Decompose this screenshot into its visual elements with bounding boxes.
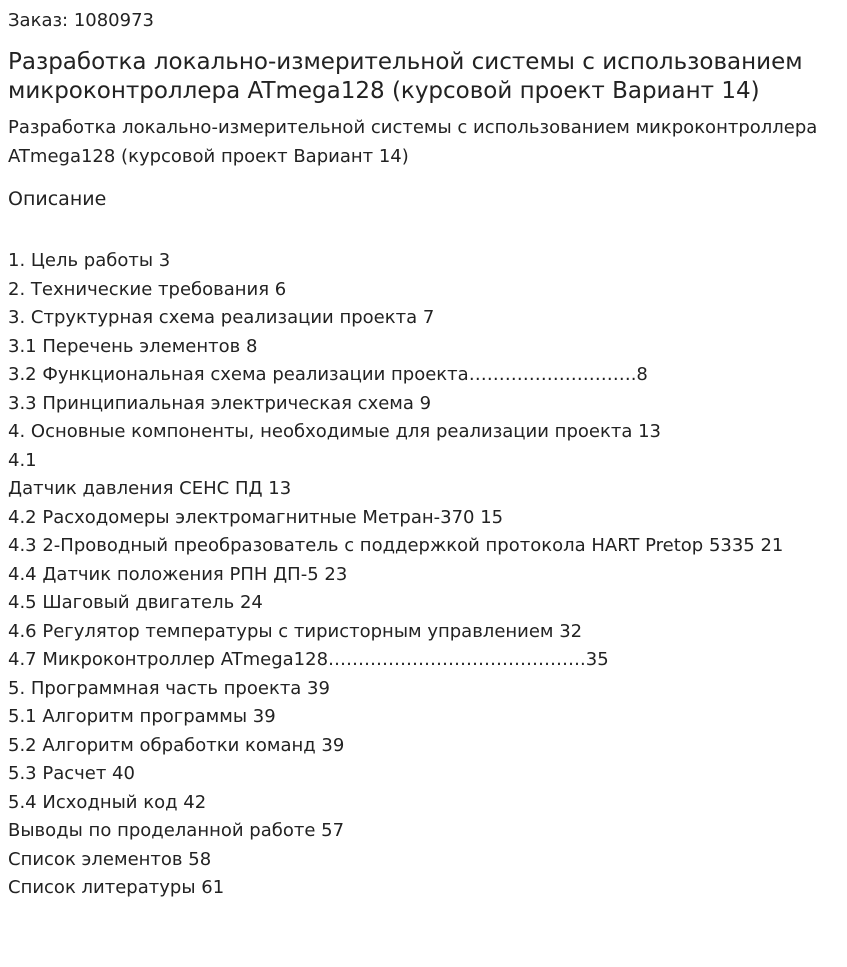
description-heading: Описание <box>8 188 107 210</box>
toc-item: 4.2 Расходомеры электромагнитные Метран-370 15 <box>8 506 504 528</box>
toc-item: Выводы по проделанной работе 57 <box>8 820 345 841</box>
order-number: Заказ: 1080973 <box>8 10 154 31</box>
toc-item: 4.1 <box>8 449 37 471</box>
page-title: Разработка локально-измерительной системы с использованием микроконтроллера ATmega128 (курсовой проект Вариант 14) <box>8 49 803 104</box>
toc-item: 3.1 Перечень элементов 8 <box>8 335 258 357</box>
toc-item: 1. Цель работы 3 <box>8 250 171 271</box>
toc-item: 5. Программная часть проекта 39 <box>8 677 330 699</box>
toc-item: 5.3 Расчет 40 <box>8 763 135 784</box>
toc-item: 4.5 Шаговый двигатель 24 <box>8 592 263 613</box>
toc-item: Список литературы 61 <box>8 877 225 898</box>
toc-item: 3.3 Принципиальная электрическая схема 9 <box>8 392 432 414</box>
toc-item: 3.2 Функциональная схема реализации проекта……………………….8 <box>8 364 648 385</box>
toc-item: 4.3 2-Проводный преобразователь с поддержкой протокола HART Pretop 5335 21 <box>8 535 784 556</box>
toc-item: Датчик давления СЕНС ПД 13 <box>8 478 292 499</box>
toc-item: 2. Технические требования 6 <box>8 278 287 300</box>
toc-item: Список элементов 58 <box>8 848 212 870</box>
toc-item: 3. Структурная схема реализации проекта 7 <box>8 307 435 328</box>
toc-item: 4.6 Регулятор температуры с тиристорным управлением 32 <box>8 620 583 642</box>
toc-item: 4.4 Датчик положения РПН ДП-5 23 <box>8 563 348 585</box>
toc-item: 4.7 Микроконтроллер ATmega128…………………………………….35 <box>8 649 609 670</box>
toc-item: 5.4 Исходный код 42 <box>8 791 207 813</box>
page-subtitle: Разработка локально-измерительной системы с использованием микроконтроллера ATmega128 (курсовой проект Вариант 14) <box>8 117 818 167</box>
toc-item: 5.1 Алгоритм программы 39 <box>8 706 276 727</box>
toc-item: 5.2 Алгоритм обработки команд 39 <box>8 734 345 756</box>
table-of-contents <box>8 247 847 903</box>
toc-item: 4. Основные компоненты, необходимые для реализации проекта 13 <box>8 421 661 442</box>
